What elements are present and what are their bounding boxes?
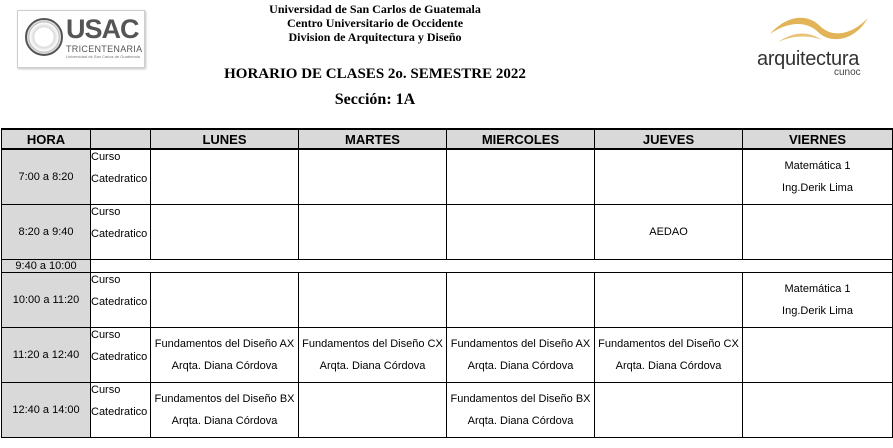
usac-logo-tagline: TRICENTENARIA	[66, 44, 143, 54]
schedule-cell	[743, 383, 893, 438]
schedule-cell	[299, 149, 447, 205]
section-label: Sección: 1A	[334, 91, 416, 108]
course-name: Fundamentos del Diseño AX	[450, 338, 591, 350]
schedule-body	[2, 149, 893, 438]
schedule-cell	[743, 205, 893, 260]
column-header-miercoles: MIERCOLES	[447, 129, 595, 149]
institution-line-1: Universidad de San Carlos de Guatemala	[269, 2, 481, 16]
course-name: Fundamentos del Diseño CX	[302, 338, 443, 350]
schedule-cell	[151, 273, 299, 328]
course-name: Fundamentos del Diseño AX	[154, 338, 295, 350]
usac-logo	[17, 10, 145, 68]
column-header-jueves: JUEVES	[595, 129, 743, 149]
table-row	[2, 273, 893, 328]
university-seal-icon	[25, 18, 63, 56]
arquitectura-logo	[752, 12, 882, 80]
teacher-name: Arqta. Diana Córdova	[319, 360, 426, 372]
arquitectura-mark-icon	[768, 12, 872, 46]
row-labels	[91, 273, 151, 328]
institution-line-3: Division de Arquitectura y Diseño	[288, 30, 462, 44]
schedule-cell	[595, 149, 743, 205]
arquitectura-logo-sub: cunoc	[834, 67, 861, 78]
column-header-martes: MARTES	[299, 129, 447, 149]
usac-logo-word: USAC	[66, 14, 139, 44]
course-name: Matemática 1	[784, 160, 851, 172]
teacher-label: Catedratico	[91, 296, 148, 308]
course-label: Curso	[91, 206, 121, 218]
schedule-cell	[595, 205, 743, 260]
time-slot: 7:00 a 8:20	[2, 149, 91, 205]
table-row	[2, 383, 893, 438]
row-labels	[91, 328, 151, 383]
schedule-cell	[447, 205, 595, 260]
schedule-cell	[595, 328, 743, 383]
schedule-cell	[595, 383, 743, 438]
course-name: Fundamentos del Diseño BX	[450, 393, 591, 405]
course-name: Matemática 1	[784, 283, 851, 295]
schedule-cell	[151, 149, 299, 205]
table-row	[2, 205, 893, 260]
institution-line-2: Centro Universitario de Occidente	[286, 16, 464, 30]
table-header-row	[2, 129, 893, 149]
teacher-name: Ing.Derik Lima	[782, 182, 853, 194]
time-slot: 10:00 a 11:20	[2, 273, 91, 328]
schedule-cell	[151, 383, 299, 438]
teacher-name: Ing.Derik Lima	[782, 305, 853, 317]
time-slot: 11:20 a 12:40	[2, 328, 91, 383]
schedule-cell	[743, 273, 893, 328]
column-header-hora: HORA	[2, 129, 91, 149]
teacher-label: Catedratico	[91, 228, 148, 240]
schedule-title: HORARIO DE CLASES 2o. SEMESTRE 2022	[224, 66, 526, 82]
schedule-cell	[595, 273, 743, 328]
column-header-viernes: VIERNES	[743, 129, 893, 149]
course-name: AEDAO	[649, 226, 688, 238]
teacher-label: Catedratico	[91, 406, 148, 418]
table-row	[2, 260, 893, 273]
course-label: Curso	[91, 329, 121, 341]
teacher-label: Catedratico	[91, 173, 148, 185]
schedule-cell	[743, 149, 893, 205]
schedule-cell	[151, 328, 299, 383]
schedule-cell	[299, 273, 447, 328]
course-label: Curso	[91, 384, 121, 396]
break-row-cell	[91, 260, 893, 273]
schedule-cell	[299, 205, 447, 260]
course-name: Fundamentos del Diseño CX	[598, 338, 739, 350]
row-labels	[91, 383, 151, 438]
table-row	[2, 328, 893, 383]
table-row	[2, 149, 893, 205]
schedule-cell	[447, 383, 595, 438]
schedule-cell	[447, 273, 595, 328]
teacher-name: Arqta. Diana Córdova	[615, 360, 722, 372]
column-header-lunes: LUNES	[151, 129, 299, 149]
time-slot: 8:20 a 9:40	[2, 205, 91, 260]
row-labels	[91, 205, 151, 260]
schedule-cell	[447, 328, 595, 383]
schedule-cell	[743, 328, 893, 383]
course-name: Fundamentos del Diseño BX	[154, 393, 295, 405]
schedule-cell	[447, 149, 595, 205]
teacher-name: Arqta. Diana Córdova	[171, 415, 278, 427]
schedule-cell	[299, 383, 447, 438]
row-labels	[91, 149, 151, 205]
arquitectura-logo-word: arquitectura	[757, 48, 860, 70]
schedule-cell	[151, 205, 299, 260]
teacher-label: Catedratico	[91, 351, 148, 363]
course-label: Curso	[91, 151, 121, 163]
schedule-table	[1, 128, 893, 438]
teacher-name: Arqta. Diana Córdova	[467, 360, 574, 372]
teacher-name: Arqta. Diana Córdova	[171, 360, 278, 372]
column-header-label	[91, 129, 151, 149]
time-slot: 12:40 a 14:00	[2, 383, 91, 438]
course-label: Curso	[91, 274, 121, 286]
schedule-cell	[299, 328, 447, 383]
teacher-name: Arqta. Diana Córdova	[467, 415, 574, 427]
time-slot: 9:40 a 10:00	[2, 260, 91, 273]
usac-logo-subtext: Universidad de San Carlos de Guatemala	[66, 54, 140, 59]
